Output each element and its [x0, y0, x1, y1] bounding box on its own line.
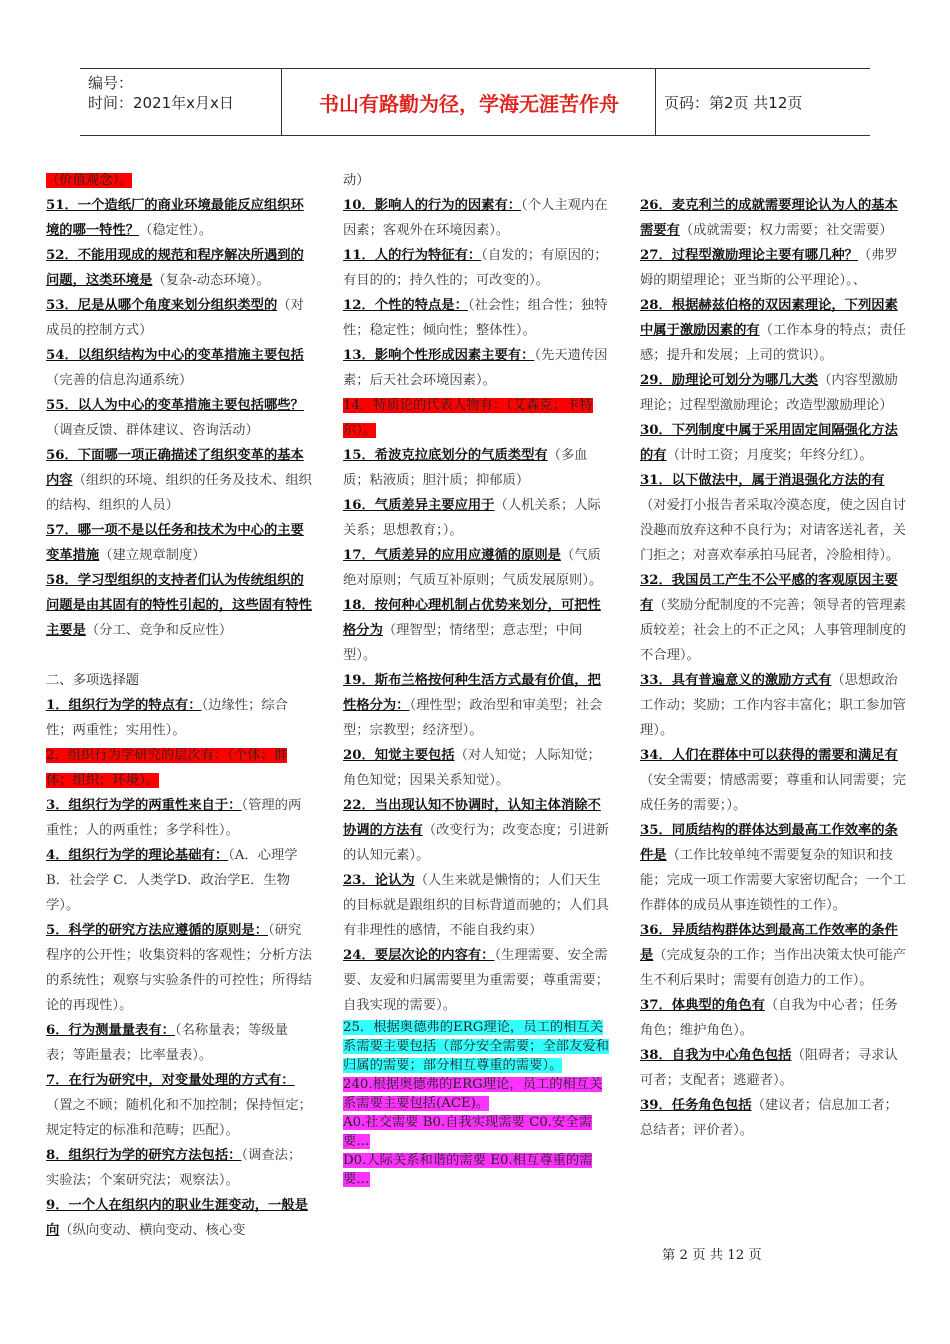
question-54: [46, 343, 312, 393]
question-text: 52．不能用现成的规范和程序解决所遇到的问题，这类环境是: [46, 248, 304, 288]
question-text: 58．学习型组织的支持者们认为传统组织的问题是由其固有的特性引起的，这些固有特性主要是: [46, 573, 312, 638]
question-text: 4．组织行为学的理论基础有：: [46, 848, 229, 863]
answer-text: （自我为中心者；任务角色；维护角色）。: [640, 998, 898, 1038]
answer-text: （成就需要；权力需要；社交需要）: [679, 223, 893, 238]
question-text: 30．下列制度中属于采用固定间隔强化方法的有: [640, 423, 898, 463]
answer-text: （弗罗姆的期望理论；亚当斯的公平理论）。、: [640, 248, 898, 288]
answer-text: （自发的；有原因的；有目的的；持久性的；可改变的）。: [343, 248, 608, 288]
answer-text: （气质绝对原则；气质互补原则；气质发展原则）。: [343, 548, 603, 588]
question-text: 56．下面哪一项正确描述了组织变革的基本内容: [46, 448, 304, 488]
answer-text: （多血质；粘液质；胆汁质；抑郁质）: [343, 448, 588, 488]
question-23: [343, 868, 609, 943]
question-m8: [46, 1143, 312, 1193]
question-27: [640, 243, 908, 293]
question-11: [343, 243, 609, 293]
question-text: 16．气质差异主要应用于: [343, 498, 495, 513]
answer-text: （内容型激励理论；过程型激励理论；改造型激励理论）: [640, 373, 898, 413]
answer-text: （组织的环境、组织的任务及技术、组织的结构、组织的人员）: [46, 473, 312, 513]
question-text: 55．以人为中心的变革措施主要包括哪些？: [46, 398, 304, 413]
question-m6: [46, 1018, 312, 1068]
header-motto: 书山有路勤为径，学海无涯苦作舟: [283, 69, 656, 135]
question-m9: [46, 1193, 312, 1243]
question-text: 35．同质结构的群体达到最高工作效率的条件是: [640, 823, 898, 863]
question-text: 31．以下做法中，属于消退强化方法的有: [640, 473, 885, 488]
question-34: [640, 743, 908, 818]
answer-text: （对爱打小报告者采取冷漠态度，使之因自讨没趣而放弃这种不良行为；对请客送礼者，关门拒之；对喜欢奉承拍马屁者，冷脸相待）。: [640, 498, 906, 563]
question-text: 32．我国员工产生不公平感的客观原因主要有: [640, 573, 898, 613]
column-left: [46, 168, 312, 1243]
question-text: 22．当出现认知不协调时，认知主体消除不协调的方法有: [343, 798, 601, 838]
question-53: [46, 293, 312, 343]
question-38: [640, 1043, 908, 1093]
question-text: 37．体典型的角色有: [640, 998, 765, 1013]
question-text: 33．具有普遍意义的激励方式有: [640, 673, 832, 688]
question-text: 8．组织行为学的研究方法包括：: [46, 1148, 242, 1163]
question-29: [640, 368, 908, 418]
question-text: 51．一个造纸厂的商业环境最能反应组织环境的哪一特性？: [46, 198, 304, 238]
question-text: 13．影响个性形成因素主要有：: [343, 348, 535, 363]
answer-text: （复杂-动态环境）。: [152, 273, 270, 288]
question-text: 39．任务角色包括: [640, 1098, 752, 1113]
answer-text: （改变行为；改变态度；引进新的认知元素）。: [343, 823, 609, 863]
answer-text: （理智型；情绪型；意志型；中间型）。: [343, 623, 583, 663]
header-meta: [80, 69, 282, 135]
question-35: [640, 818, 908, 918]
paragraph: [46, 168, 312, 193]
highlighted-text: 25．根据奥德弗的ERG理论，员工的相互关系需要主要包括（部分安全需要；全部友爱和归属的需要；部分相互尊重的需要）。: [343, 1020, 609, 1073]
question-12: [343, 293, 609, 343]
header-page-number: 页码：第2页 共12页: [664, 93, 803, 112]
question-text: 28．根据赫兹伯格的双因素理论，下列因素中属于激励因素的有: [640, 298, 898, 338]
question-m3: [46, 793, 312, 843]
document-time-label: 时间：2021年x月x日: [88, 94, 234, 112]
question-37: [640, 993, 908, 1043]
question-51: [46, 193, 312, 243]
question-text: 38．自我为中心角色包括: [640, 1048, 792, 1063]
question-text: 36．异质结构群体达到最高工作效率的条件是: [640, 923, 898, 963]
question-20: [343, 743, 609, 793]
answer-text: （完成复杂的工作；当作出决策太快可能产生不利后果时；需要有创造力的工作）。: [640, 948, 906, 988]
answer-text: （对成员的控制方式）: [46, 298, 304, 338]
answer-text: （对人知觉；人际知觉；角色知觉；因果关系知觉）。: [343, 748, 601, 788]
question-text: 54．以组织结构为中心的变革措施主要包括: [46, 348, 304, 363]
question-18: [343, 593, 609, 668]
question-text: 15．希波克拉底划分的气质类型有: [343, 448, 548, 463]
question-text: 19．斯布兰格按何种生活方式最有价值，把性格分为：: [343, 673, 601, 713]
answer-text: （建立规章制度）: [99, 548, 206, 563]
highlighted-text: D0.人际关系和谐的需要 E0.相互尊重的需要…: [343, 1153, 593, 1187]
highlighted-text: 14．特质论的代表人物有：（艾森克；卡特尔）。: [343, 398, 593, 438]
question-13: [343, 343, 609, 393]
question-text: 29．励理论可划分为哪几大类: [640, 373, 819, 388]
question-text: 20．知觉主要包括: [343, 748, 455, 763]
answer-text: （工作比较单纯不需要复杂的知识和技能；完成一项工作需要大家密切配合；一个工作群体的成员从事连锁性的工作）。: [640, 848, 906, 913]
question-55: [46, 393, 312, 443]
highlighted-text: A0.社交需要 B0.自我实现需要 C0.安全需要…: [343, 1115, 592, 1149]
document-number-label: 编号：: [88, 74, 134, 92]
question-24: [343, 943, 609, 1018]
highlighted-text: （价值观念）。: [46, 173, 133, 188]
option-row: [343, 1151, 609, 1189]
question-58: [46, 568, 312, 643]
page-footer: 第 2 页 共 12 页: [662, 1248, 762, 1263]
question-28: [640, 293, 908, 368]
question-text: 27．过程型激励理论主要有哪几种？: [640, 248, 858, 263]
paragraph: 动）: [343, 173, 370, 188]
highlighted-text: 2．组织行为学研究的层次有：（个体；群体；组织；环境）。: [46, 748, 288, 788]
question-text: 1．组织行为学的特点有：: [46, 698, 202, 713]
column-middle: [343, 168, 609, 1189]
question-text: 18．按何种心理机制占优势来划分，可把性格分为: [343, 598, 601, 638]
answer-text: （生理需要、安全需要、友爱和归属需要里为重需要；尊重需要；自我实现的需要）。: [343, 948, 609, 1013]
question-text: 5．科学的研究方法应遵循的原则是：: [46, 923, 269, 938]
answer-text: （思想政治工作动；奖励；工作内容丰富化；职工参加管理）。: [640, 673, 906, 738]
answer-text: （分工、竞争和反应性）: [85, 623, 233, 638]
question-text: 11．人的行为特征有：: [343, 248, 482, 263]
question-15: [343, 443, 609, 493]
question-m2: [46, 743, 312, 793]
question-text: 23．论认为: [343, 873, 415, 888]
question-33: [640, 668, 908, 743]
question-text: 57．哪一项不是以任务和技术为中心的主要变革措施: [46, 523, 304, 563]
section-heading: 二、多项选择题: [46, 673, 140, 688]
answer-text: （理性型；政治型和审美型；社会型；宗教型；经济型）。: [343, 698, 603, 738]
question-56: [46, 443, 312, 518]
question-text: 24．要层次论的内容有：: [343, 948, 495, 963]
question-57: [46, 518, 312, 568]
answer-text: （管理的两重性；人的两重性；多学科性）。: [46, 798, 302, 838]
answer-text: （边缘性；综合性；两重性；实用性）。: [46, 698, 288, 738]
question-32: [640, 568, 908, 668]
question-10: [343, 193, 609, 243]
page-header: [80, 68, 870, 136]
answer-text: （工作本身的特点；责任感；提升和发展；上司的赏识）。: [640, 323, 906, 363]
answer-text: （计时工资；月度奖；年终分红）。: [666, 448, 873, 463]
question-52: [46, 243, 312, 293]
answer-text: （置之不顾；随机化和不加控制；保持恒定；规定特定的标准和范畴；匹配）。: [46, 1098, 312, 1138]
question-m5: [46, 918, 312, 1018]
question-31: [640, 468, 908, 568]
answer-text: （个人主观内在因素；客观外在环境因素）。: [343, 198, 608, 238]
question-19: [343, 668, 609, 743]
answer-text: （奖励分配制度的不完善；领导者的管理素质较差；社会上的不正之风；人事管理制度的不合理）。: [640, 598, 906, 663]
column-right: [640, 193, 908, 1143]
question-text: 34．人们在群体中可以获得的需要和满足有: [640, 748, 898, 763]
question-25: [343, 1018, 609, 1075]
question-14: [343, 393, 609, 443]
option-row: [343, 1113, 609, 1151]
question-text: 9．一个人在组织内的职业生涯变动，一般是向: [46, 1198, 308, 1238]
question-text: 26．麦克利兰的成就需要理论认为人的基本需要有: [640, 198, 898, 238]
question-16: [343, 493, 609, 543]
answer-text: （调查法；实验法；个案研究法；观察法）。: [46, 1148, 302, 1188]
question-text: 6．行为测量量表有：: [46, 1023, 175, 1038]
question-240: [343, 1075, 609, 1113]
question-30: [640, 418, 908, 468]
answer-text: （调查反馈、群体建议、咨询活动）: [46, 423, 259, 438]
question-36: [640, 918, 908, 993]
question-text: 53．尼是从哪个角度来划分组织类型的: [46, 298, 278, 313]
answer-text: （建议者；信息加工者；总结者；评价者）。: [640, 1098, 898, 1138]
question-39: [640, 1093, 908, 1143]
question-text: 7．在行为研究中，对变量处理的方式有：: [46, 1073, 295, 1088]
question-17: [343, 543, 609, 593]
question-text: 12．个性的特点是：: [343, 298, 468, 313]
question-text: 3．组织行为学的两重性来自于：: [46, 798, 242, 813]
question-text: 10．影响人的行为的因素有：: [343, 198, 522, 213]
question-22: [343, 793, 609, 868]
answer-text: （名称量表；等级量表；等距量表；比率量表）。: [46, 1023, 288, 1063]
answer-text: （社会性；组合性；独特性；稳定性；倾向性；整体性）。: [343, 298, 608, 338]
answer-text: （纵向变动、横向变动、核心变: [59, 1223, 246, 1238]
question-m1: [46, 693, 312, 743]
question-m7: [46, 1068, 312, 1143]
answer-text: （阻碍者；寻求认可者；支配者；逃避者）。: [640, 1048, 898, 1088]
question-text: 17．气质差异的应用应遵循的原则是: [343, 548, 561, 563]
answer-text: （稳定性）。: [139, 223, 213, 238]
highlighted-text: 240.根据奥德弗的ERG理论，员工的相互关系需要主要包括(ACE)。: [343, 1077, 603, 1111]
answer-text: （先天遗传因素；后天社会环境因素）。: [343, 348, 608, 388]
answer-text: （安全需要；情感需要；尊重和认同需要；完成任务的需要；）。: [640, 773, 906, 813]
answer-text: （人生来就是懒惰的；人们天生的目标就是跟组织的目标背道而驰的；人们具有非理性的感情，不能自我约束）: [343, 873, 609, 938]
answer-text: （完善的信息沟通系统）: [46, 373, 193, 388]
answer-text: （人机关系；人际关系；思想教育；）。: [343, 498, 601, 538]
question-26: [640, 193, 908, 243]
question-m4: [46, 843, 312, 918]
answer-text: （A．心理学B．社会学 C．人类学D．政治学E．生物学）。: [46, 848, 298, 913]
answer-text: （研究程序的公开性；收集资料的客观性；分析方法的系统性；观察与实验条件的可控性；所得结论的再现性）。: [46, 923, 312, 1013]
